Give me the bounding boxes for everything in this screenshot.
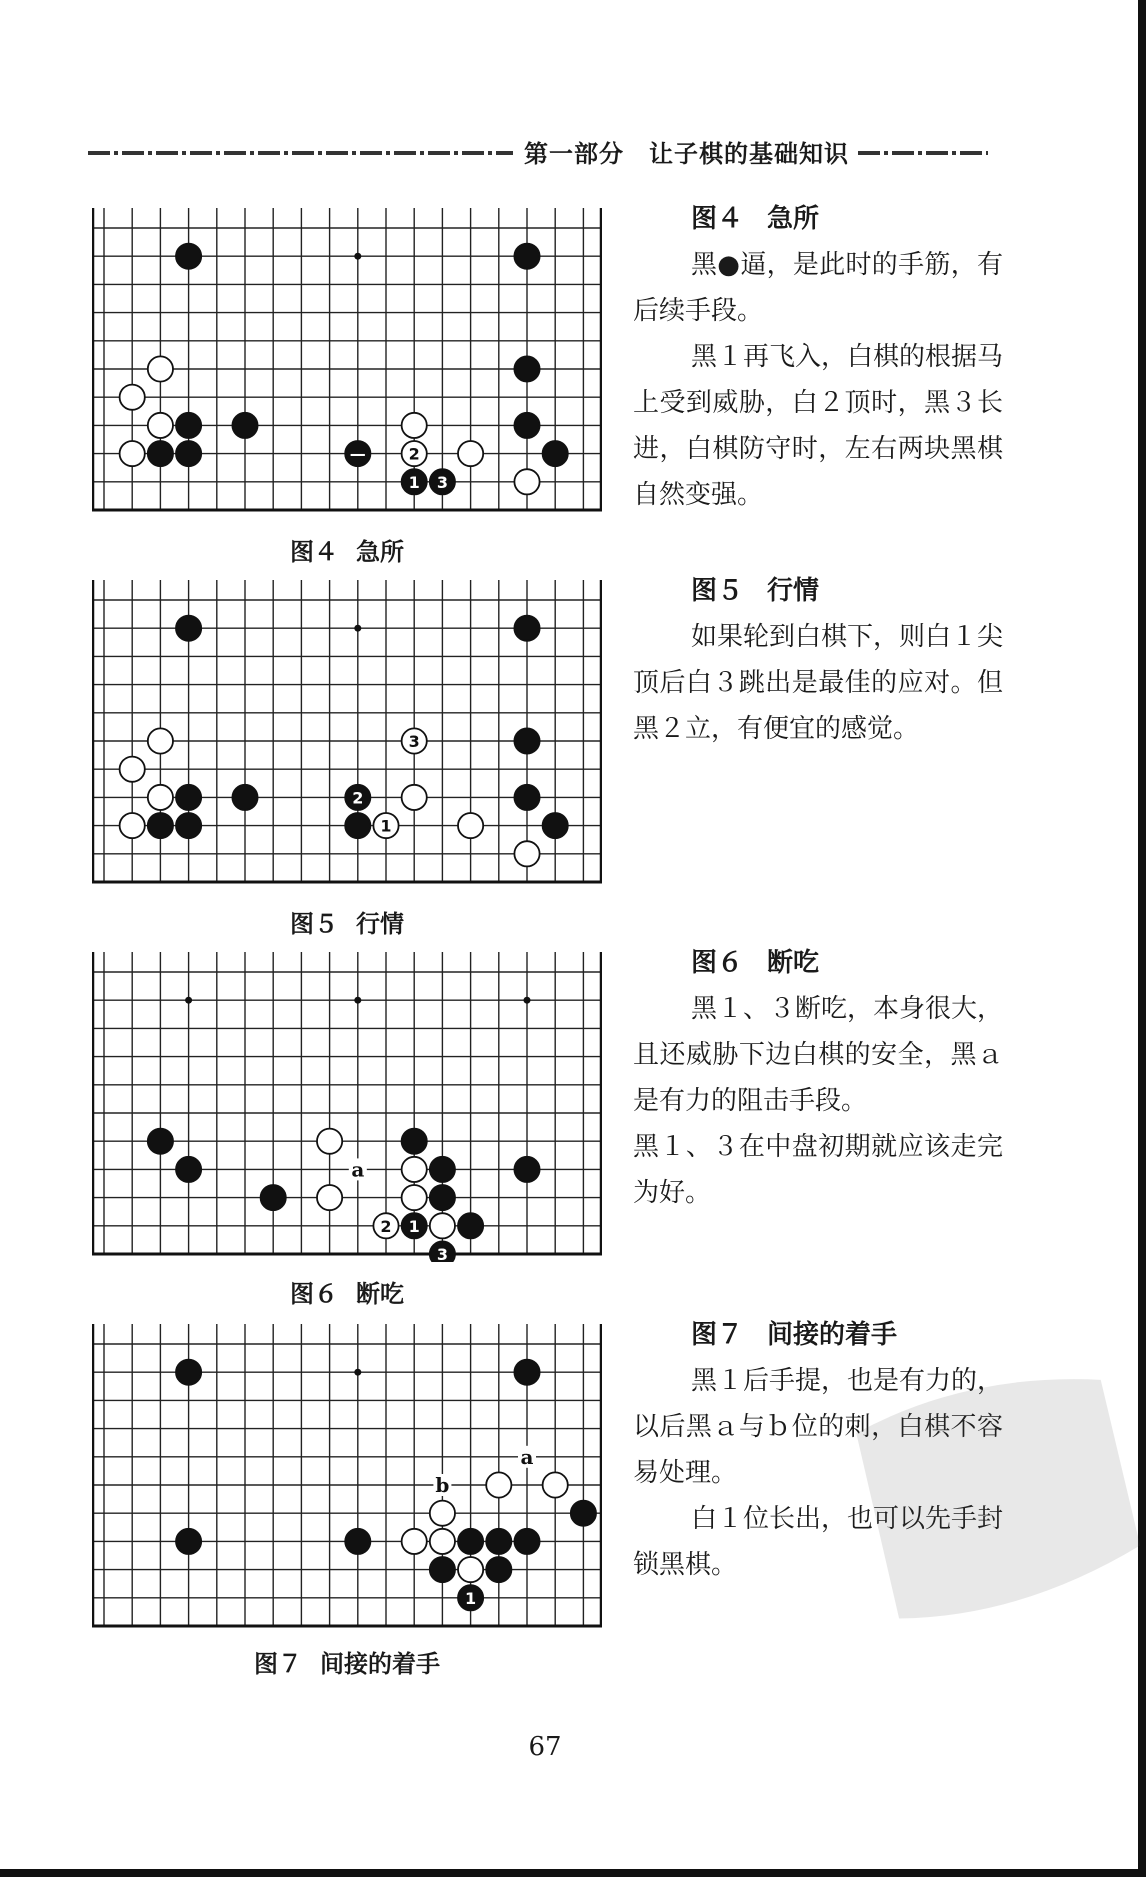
- caption-number: 图４: [290, 538, 338, 566]
- title-number: 图４: [691, 204, 744, 234]
- white-stone: [148, 785, 173, 810]
- go-board-svg: [92, 952, 602, 1262]
- page-header: [88, 132, 992, 172]
- black-stone: [514, 785, 539, 810]
- star-point: [354, 1369, 361, 1376]
- black-stone: [176, 1529, 201, 1554]
- stone-label: 3: [408, 732, 420, 751]
- white-stone: [458, 813, 483, 838]
- white-stone: [402, 413, 427, 438]
- header-rule-right: [858, 151, 988, 155]
- black-stone: [514, 728, 539, 753]
- black-stone: [514, 1529, 539, 1554]
- star-point: [524, 997, 531, 1004]
- white-stone: [430, 1501, 455, 1526]
- title-name: 断吃: [767, 948, 820, 978]
- text-figure-5: [633, 568, 1003, 752]
- star-point: [185, 997, 192, 1004]
- caption-figure-4: [92, 532, 602, 567]
- caption-figure-7: [92, 1644, 602, 1679]
- title-name: 间接的着手: [767, 1320, 898, 1350]
- black-stone: [514, 616, 539, 641]
- board-figure-7: [92, 1324, 602, 1634]
- stone-label: 2: [380, 1216, 392, 1236]
- header-title: 第一部分 让子棋的基础知识: [518, 134, 855, 169]
- white-stone: [486, 1472, 511, 1497]
- stone-label: 2: [352, 788, 364, 808]
- black-stone: [486, 1557, 511, 1582]
- black-stone: [176, 1360, 201, 1385]
- black-stone: [176, 616, 201, 641]
- stone-label: —: [349, 444, 366, 464]
- page-number: 67: [528, 1732, 562, 1762]
- black-stone: [514, 1360, 539, 1385]
- star-point: [354, 997, 361, 1004]
- caption-figure-6: [92, 1274, 602, 1309]
- title-number: 图７: [691, 1320, 744, 1350]
- black-stone: [571, 1501, 596, 1526]
- black-stone: [176, 785, 201, 810]
- black-stone: [543, 813, 568, 838]
- stone-label: 1: [408, 1216, 420, 1236]
- board-letter: a: [351, 1157, 365, 1182]
- caption-number: 图６: [290, 1280, 338, 1308]
- caption-number: 图７: [254, 1650, 302, 1678]
- white-stone: [402, 1529, 427, 1554]
- black-stone: [402, 1129, 427, 1154]
- black-stone: [514, 413, 539, 438]
- stone-label: 3: [436, 472, 448, 492]
- white-stone: [402, 1185, 427, 1210]
- title-name: 行情: [767, 576, 820, 606]
- black-stone: [176, 413, 201, 438]
- board-figure-6: [92, 952, 602, 1262]
- white-stone: [120, 385, 145, 410]
- stone-label: 3: [436, 1245, 448, 1262]
- white-stone: [317, 1185, 342, 1210]
- board-grid: [92, 952, 602, 1254]
- white-stone: [430, 1213, 455, 1238]
- black-stone: [430, 1157, 455, 1182]
- white-stone: [120, 757, 145, 782]
- white-stone: [120, 441, 145, 466]
- black-stone: [232, 785, 257, 810]
- section-title: [633, 568, 1003, 614]
- black-stone: [430, 1185, 455, 1210]
- stone-label: 1: [465, 1588, 477, 1608]
- title-number: 图６: [691, 948, 744, 978]
- white-stone: [458, 441, 483, 466]
- black-stone: [430, 1557, 455, 1582]
- section-title: [633, 940, 1003, 986]
- stone-label: 1: [408, 472, 420, 492]
- white-stone: [148, 356, 173, 381]
- paragraph: 黑１、３断吃，本身很大，且还威胁下边白棋的安全，黑ａ是有力的阻击手段。: [633, 994, 1004, 1116]
- title-name: 急所: [767, 204, 820, 234]
- black-stone: [543, 441, 568, 466]
- paragraph: 如果轮到白棋下，则白１尖顶后白３跳出是最佳的应对。但黑２立，有便宜的感觉。: [633, 622, 1004, 744]
- caption-name: 急所: [356, 538, 404, 566]
- paragraph: 白１位长出，也可以先手封锁黑棋。: [633, 1504, 1004, 1580]
- caption-name: 间接的着手: [320, 1650, 440, 1678]
- paragraph: 黑１后手提，也是有力的，以后黑ａ与ｂ位的刺，白棋不容易处理。: [633, 1366, 1004, 1488]
- white-stone: [514, 469, 539, 494]
- white-stone: [458, 1557, 483, 1582]
- text-figure-6: [633, 940, 1003, 1216]
- paragraph: 黑１再飞入，白棋的根据马上受到威胁，白２顶时，黑３长进，白棋防守时，左右两块黑棋自然变强。: [633, 342, 1004, 510]
- black-stone: [232, 413, 257, 438]
- black-stone: [176, 244, 201, 269]
- white-stone: [148, 728, 173, 753]
- black-stone: [345, 1529, 370, 1554]
- go-board-svg: [92, 1324, 602, 1634]
- white-stone: [148, 413, 173, 438]
- caption-number: 图５: [290, 910, 338, 938]
- black-stone: [176, 1157, 201, 1182]
- go-board-svg: [92, 580, 602, 890]
- star-point: [354, 253, 361, 260]
- white-stone: [514, 841, 539, 866]
- caption-figure-5: [92, 904, 602, 939]
- black-stone: [148, 1129, 173, 1154]
- white-stone: [402, 785, 427, 810]
- text-figure-4: [633, 196, 1003, 518]
- go-board-svg: [92, 208, 602, 518]
- star-point: [354, 625, 361, 632]
- board-figure-5: [92, 580, 602, 890]
- board-figure-4: [92, 208, 602, 518]
- stone-label: 2: [408, 444, 420, 464]
- title-number: 图５: [691, 576, 744, 606]
- white-stone: [430, 1529, 455, 1554]
- board-letter: b: [435, 1473, 450, 1497]
- black-stone: [458, 1213, 483, 1238]
- caption-name: 行情: [356, 910, 404, 938]
- section-title: [633, 1312, 1003, 1358]
- black-stone: [486, 1529, 511, 1554]
- white-stone: [543, 1472, 568, 1497]
- black-stone: [514, 1157, 539, 1182]
- section-title: [633, 196, 1003, 242]
- black-stone: [176, 441, 201, 466]
- white-stone: [317, 1129, 342, 1154]
- paragraph: 黑１、３在中盘初期就应该走完为好。: [633, 1132, 1003, 1208]
- board-letter: a: [520, 1444, 534, 1469]
- black-stone: [345, 813, 370, 838]
- seal-watermark: [830, 1347, 1146, 1653]
- white-stone: [402, 1157, 427, 1182]
- white-stone: [120, 813, 145, 838]
- stone-label: 1: [380, 816, 392, 836]
- black-stone: [176, 813, 201, 838]
- black-stone: [514, 356, 539, 381]
- paragraph: 黑●逼，是此时的手筋，有后续手段。: [633, 250, 1003, 326]
- black-stone: [148, 441, 173, 466]
- header-rule-left: [88, 151, 513, 155]
- black-stone: [458, 1529, 483, 1554]
- black-stone: [514, 244, 539, 269]
- black-stone: [148, 813, 173, 838]
- caption-name: 断吃: [356, 1280, 404, 1308]
- black-stone: [261, 1185, 286, 1210]
